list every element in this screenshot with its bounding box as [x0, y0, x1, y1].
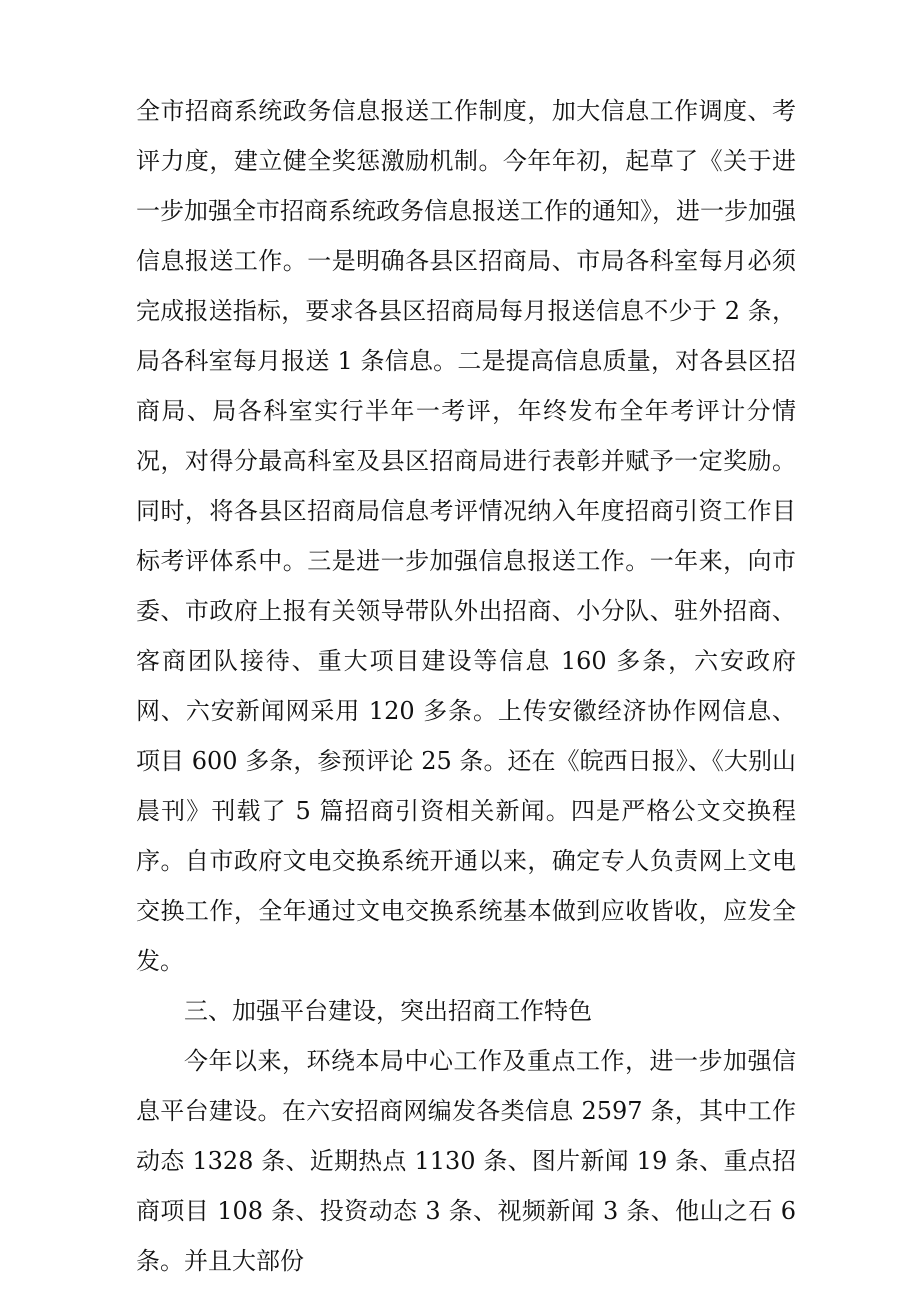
paragraph-info-reporting: 全市招商系统政务信息报送工作制度，加大信息工作调度、考评力度，建立健全奖惩激励机制。今年年初，起草了《关于进一步加强全市招商系统政务信息报送工作的通知》，进一步加强信息报送工作。一是明确各县区招商局、市局各科室每月必须完成报送指标，要求各县区招商局每月报送信息不少于 2 条，局各科室每月报送 1 条信息。二是提高信息质量，对各县区招商局、局各科室实行半年一考评，年终发布全年考评计分情况，对得分最高科室及县区招商局进行表彰并赋予一定奖励。同时，将各县区招商局信息考评情况纳入年度招商引资工作目标考评体系中。三是进一步加强信息报送工作。一年来，向市委、市政府上报有关领导带队外出招商、小分队、驻外招商、客商团队接待、重大项目建设等信息 160 多条，六安政府网、六安新闻网采用 120 多条。上传安徽经济协作网信息、项目 600 多条，参预评论 25 条。还在《皖西日报》、《大别山晨刊》刊载了 5 篇招商引资相关新闻。四是严格公文交换程序。自市政府文电交换系统开通以来，确定专人负责网上文电交换工作，全年通过文电交换系统基本做到应收皆收，应发全发。: [136, 97, 796, 975]
document-body: [136, 86, 796, 1286]
section-heading: 三、加强平台建设，突出招商工作特色: [184, 997, 592, 1025]
paragraph-platform-building: 今年以来，环绕本局中心工作及重点工作，进一步加强信息平台建设。在六安招商网编发各类信息 2597 条，其中工作动态 1328 条、近期热点 1130 条、图片新闻 19 条、重点招商项目 108 条、投资动态 3 条、视频新闻 3 条、他山之石 6 条。并且大部份: [136, 1047, 796, 1275]
